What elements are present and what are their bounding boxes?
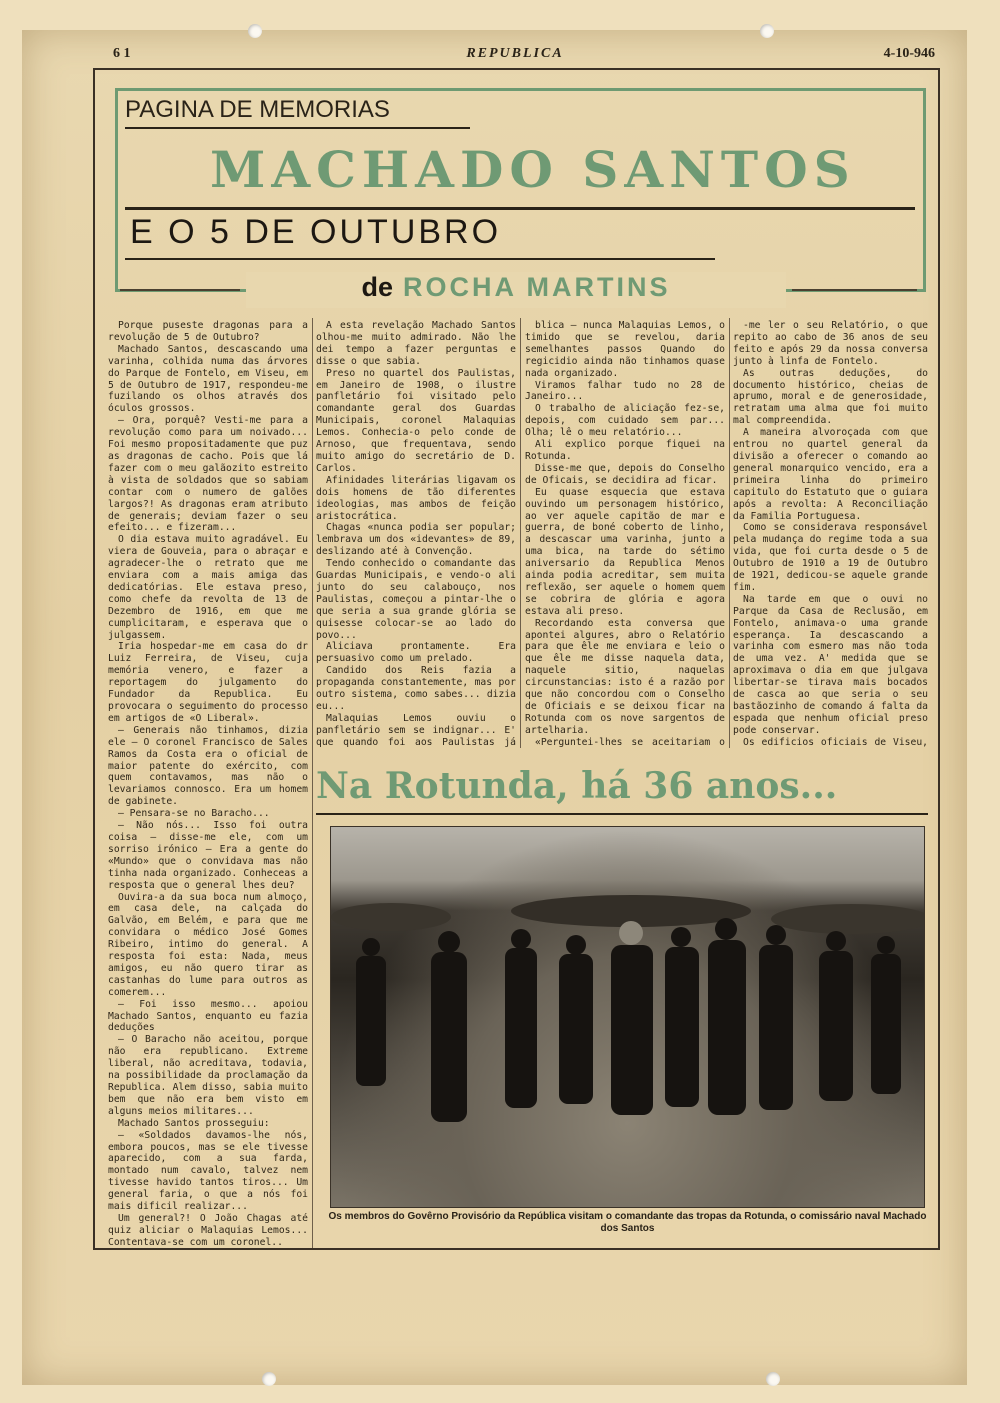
binding-hole-top [248,24,262,38]
photo-headline-rule [316,813,928,815]
article-paragraph: Os edificios oficiais de Viseu, [743,736,928,748]
photo-caption: Os membros do Govêrno Provisório da República visitam o comandante das tropas da Rotunda, o comissário naval Machado dos Santos [328,1211,927,1234]
article-paragraph: Recordando esta conversa que apontei algures, abro o Relatório para que êle me enviara e leio o que êle me disse naquela data, naquele sitio, naquelas circunstancias: isto é a razão por que não concordou com o Conselho de Oficiais e se deixou ficar na Rotunda com os nove sargentos de artelharia. [525,617,725,736]
article-paragraph: — Pensara-se no Baracho... [118,808,270,820]
article-paragraph: Malaquias Lemos ouviu o panfletário sem se indignar... E' que quando foi aos Paulistas já [316,712,516,748]
article-paragraph: — O Baracho não aceitou, porque não era republicano. Extreme liberal, não acreditava, todavia, na possibilidade da proclamação da Republica. Alem disso, sabia muito bem que não era bem visto em alguns meios militares... [108,1034,308,1117]
byline-author: ROCHA MARTINS [403,272,671,302]
article-paragraph: O trabalho de aliciação fez-se, depois, com cuidado sem par... Olha; lê o meu relatório... [525,403,725,439]
issue-date: 4-10-946 [883,46,935,61]
article-paragraph: «Perguntei-lhes se aceitariam o [535,736,725,748]
article-paragraph: A esta revelação Machado Santos olhou-me muito admirado. Não lhe dei tempo a fazer perguntas e disse o que sabia. [316,320,516,367]
article-paragraph: A maneira alvoroçada com que entrou no quartel general da divisão a oferecer o comando ao general monarquico vencido, era a primeira linha do primeiro capitulo do Estatuto que o guiara após a revolta: A Reconciliação da Familia Portuguesa. [733,427,928,522]
article-paragraph: Candido dos Reis fazia a propaganda constantemente, mas por outro sistema, como sabes... dizia eu... [316,665,516,712]
photo-figures [331,827,924,1207]
byline [246,272,786,308]
byline-ornament-right [792,289,917,291]
article-paragraph: — Generais não tinhamos, dizia ele — O coronel Francisco de Sales Ramos da Costa era o oficial de maior patente do exército, com quem contavamos, mas não o levariamos connosco. Era um homem de gabinete. [108,724,308,808]
article-paragraph: Como se considerava responsável pela mudança do regime toda a sua vida, que foi curta desde o 5 de Outubro de 1910 a 19 de Outubro de 1921, dedicou-se aquele grande fim. [733,522,928,593]
binding-hole-top [760,24,774,38]
article-paragraph: Aliciava prontamente. Era persuasivo como um prelado. [316,641,516,665]
article-column-2 [316,320,516,748]
article-paragraph: As outras deduções, do documento histórico, cheias de aprumo, moral e de generosidade, retratam uma alma que foi muito mal compreendida. [733,367,928,427]
article-paragraph: Ouvira-a da sua boca num almoço, em casa dele, na calçada do Galvão, em Belém, e para que me convidara o médico José Gomes Ribeiro, intimo do general. A resposta foi esta: Nada, meus amigos, eu não quero tirar as castanhas do lume para outros as comerem... [108,891,308,998]
article-paragraph: Na tarde em que o ouvi no Parque da Casa de Reclusão, em Fontelo, animava-o uma grande esperança. Ia descascando a varinha com esmero mas não toda de uma vez. A' medida que se aproximava o dia em que julgava libertar-se tirava mais bocados de casca ao que seria o seu bastãozinho de comando á falta da espada que nenhum oficial preso pode conservar. [733,593,928,736]
article-paragraph: Preso no quartel dos Paulistas, em Janeiro de 1908, o ilustre panfletário foi visitado pelo comandante geral dos Guardas Municipais, coronel Malaquias Lemos. Conhecia-o pelo conde de Arnoso, que frequentava, sendo muito amigo do secretário de D. Carlos. [316,367,516,474]
photo-headline: Na Rotunda, há 36 anos... [316,765,838,807]
article-paragraph: Ali explico porque fiquei na Rotunda. [525,439,725,462]
article-paragraph: Iria hospedar-me em casa do dr Luiz Ferreira, de Viseu, cuja memória venero, e fazer a reportagem do julgamento do Fundador da Republica. Eu provocara o seguimento do processo em artigos de «O Liberal». [108,641,308,724]
binding-hole-bottom [766,1372,780,1386]
article-column-4 [733,320,928,748]
article-paragraph: Disse-me que, depois do Conselho de Oficais, se decidira ad ficar. [525,462,725,486]
column-rule [729,318,730,748]
article-paragraph: Um general?! O João Chagas até quiz aliciar o Malaquias Lemos... Contentava-se com um coronel.. [108,1212,308,1248]
article-column-3 [525,320,725,748]
article-paragraph: Chagas «nunca podia ser popular; lembrava um dos «idevantes» de 89, deslizando até à Convenção. [316,522,516,558]
historical-photo [330,826,925,1208]
page-number: 6 1 [113,46,131,61]
article-paragraph: Machado Santos, descascando uma varinha, colhida numa das árvores do Parque de Fontelo, em Viseu, em 5 de Outubro de 1917, respondeu-me fuzilando os olhos através dos óculos grossos. [108,343,308,415]
article-paragraph: — «Soldados davamos-lhe nós, embora poucos, mas se ele tivesse aparecido, com a sua farda, montado num cavalo, talvez nem tivesse havido tantos tiros... Um general faria, o que a nós foi mais dificil realizar... [108,1129,308,1213]
title-rule [125,207,915,210]
byline-prefix: de [361,272,393,302]
column-rule [312,318,313,1248]
article-paragraph: Tendo conhecido o comandante das Guardas Municipais, e vendo-o ali junto do seu calabouço, nos Paulistas, começou a pintar-lhe o que seria a sua grande glória se quisesse colocar-se ao lado do povo... [316,558,516,641]
running-header [95,46,935,66]
byline-ornament-left [120,289,240,291]
article-paragraph: Viramos falhar tudo no 28 de Janeiro... [525,379,725,403]
article-paragraph: — Foi isso mesmo... apoiou Machado Santos, enquanto eu fazia deduções [108,998,308,1034]
article-paragraph: Porque puseste dragonas para a revolução de 5 de Outubro? [108,320,308,343]
article-paragraph: Afinidades literárias ligavam os dois homens de tão diferentes ideologias, mas ambos de feição aristocrática. [316,474,516,522]
article-paragraph: — Ora, porquê? Vesti-me para a revolução como para um noivado... Foi mesmo propositadamente que puz as dragonas de cacho. Pois que lá fazer com o meu galãozito estreito à vista de soldados que so sabiam contar com o numero de galões largos?! As dragonas eram atributo de generais; deviam fazer o seu efeito... e fizeram... [108,415,308,534]
masthead: REPUBLICA [466,46,564,61]
article-subtitle: E O 5 DE OUTUBRO [130,213,502,251]
kicker-underline [125,127,470,129]
article-paragraph: blica — nunca Malaquias Lemos, o timido que se revelou, daria semelhantes passos Quando do regicidio ainda não tinhamos quase nada organizado. [525,320,725,379]
article-paragraph: Machado Santos prosseguiu: [118,1117,270,1129]
subtitle-rule [125,258,715,260]
section-kicker: PAGINA DE MEMORIAS [125,96,390,123]
binding-hole-bottom [262,1372,276,1386]
column-rule [520,318,521,748]
article-column-1 [108,320,308,1248]
article-paragraph: -me ler o seu Relatório, o que repito ao cabo de 36 anos de seu feito e após 29 da nossa conversa junto à linfa de Fontelo. [733,320,928,367]
article-paragraph: Eu quase esquecia que estava ouvindo um personagem histórico, ao ver aquele capitão de mar e guerra, de boné coberto de linho, a descascar uma varinha, junto a uma bica, na tarde do sétimo aniversario da Republica Menos ainda podia acreditar, sem muita reflexão, ser aquele o homem quem se cobrira de glória e agora estava ali preso. [525,486,725,617]
article-title: MACHADO SANTOS [210,140,856,199]
article-paragraph: — Não nós... Isso foi outra coisa — disse-me ele, com um sorriso irónico — Era a gente do «Mundo» que o convidava mas não tinha nada organizado. Conheceas a resposta que o general lhes deu? [108,820,308,891]
article-paragraph: O dia estava muito agradável. Eu viera de Gouveia, para o abraçar e agradecer-lhe o retrato que me enviara com a mais amiga das dedicatórias. Ele estava preso, como chefe da revolta de 13 de Dezembro de 1916, em que me cumplicitaram, e esperava que o julgassem. [108,534,308,641]
